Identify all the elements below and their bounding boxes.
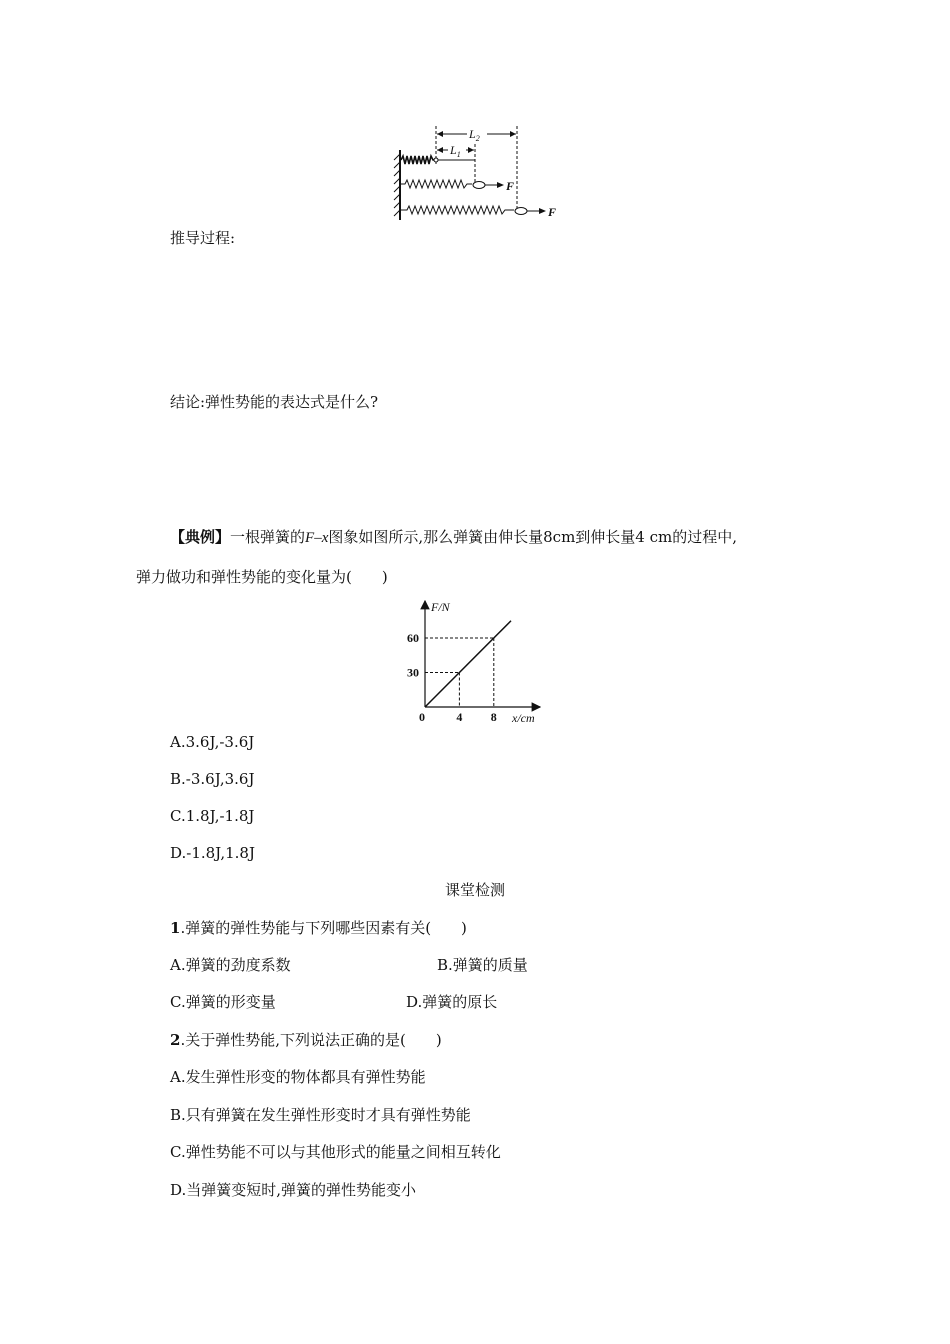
example-text-b: 图象如图所示,那么弹簧由伸长量8cm到伸长量4 cm的过程中, xyxy=(328,528,738,546)
origin-label: 0 xyxy=(419,710,425,724)
y-tick-label: 30 xyxy=(407,665,419,680)
spring-stretched-l2 xyxy=(401,206,514,214)
y-axis-label: F/N xyxy=(431,600,450,614)
q2-option-b: B.只有弹簧在发生弹性形变时才具有弹性势能 xyxy=(170,1106,471,1124)
q2-number: 2 xyxy=(170,1031,181,1049)
force-arrow xyxy=(539,208,546,214)
hand-icon xyxy=(473,182,485,189)
spring-relaxed xyxy=(401,156,436,164)
q1-option-c: C.弹簧的形变量 xyxy=(170,993,276,1011)
series-line xyxy=(425,621,511,707)
example-option-b: B.-3.6J,3.6J xyxy=(170,770,255,788)
q1-option-a: A.弹簧的劲度系数 xyxy=(170,956,291,974)
q1-number: 1 xyxy=(170,919,181,937)
example-option-d: D.-1.8J,1.8J xyxy=(170,844,255,862)
q1-stem xyxy=(170,918,467,938)
q2-option-a: A.发生弹性形变的物体都具有弹性势能 xyxy=(170,1068,426,1086)
example-option-c: C.1.8J,-1.8J xyxy=(170,807,255,825)
q2-stem xyxy=(170,1030,442,1050)
example-line-2: 弹力做功和弹性势能的变化量为( ) xyxy=(136,568,388,586)
derivation-label: 推导过程: xyxy=(170,229,236,247)
section-title: 课堂检测 xyxy=(444,881,505,899)
example-fx: F–x xyxy=(305,530,329,546)
conclusion-question: 结论:弹性势能的表达式是什么? xyxy=(170,393,379,411)
q1-option-b: B.弹簧的质量 xyxy=(437,956,528,974)
q2-text: .关于弹性势能,下列说法正确的是( ) xyxy=(180,1031,442,1049)
example-line-1 xyxy=(170,527,737,548)
example-option-a: A.3.6J,-3.6J xyxy=(170,733,255,751)
example-text-a: 一根弹簧的 xyxy=(230,528,306,546)
y-tick-label: 60 xyxy=(407,631,419,645)
fx-chart xyxy=(400,597,550,725)
label-l1: $L_1$ xyxy=(450,143,461,159)
q2-option-c: C.弹性势能不可以与其他形式的能量之间相互转化 xyxy=(170,1143,501,1161)
force-label: F xyxy=(548,205,557,219)
force-arrow xyxy=(497,182,504,188)
q1-option-d: D.弹簧的原长 xyxy=(406,993,498,1011)
example-tag: 【典例】 xyxy=(170,528,231,546)
x-tick-label: 4 xyxy=(456,710,463,724)
hand-icon xyxy=(515,208,527,215)
spring-stretched-l1 xyxy=(401,180,472,188)
label-l2: $L_2$ xyxy=(469,127,480,143)
x-tick-label: 8 xyxy=(490,710,497,724)
q1-text: .弹簧的弹性势能与下列哪些因素有关( ) xyxy=(180,919,467,937)
x-axis-label: x/cm xyxy=(512,711,535,725)
q2-option-d: D.当弹簧变短时,弹簧的弹性势能变小 xyxy=(170,1181,417,1199)
force-label: F xyxy=(506,179,515,193)
spring-figure xyxy=(388,120,568,222)
